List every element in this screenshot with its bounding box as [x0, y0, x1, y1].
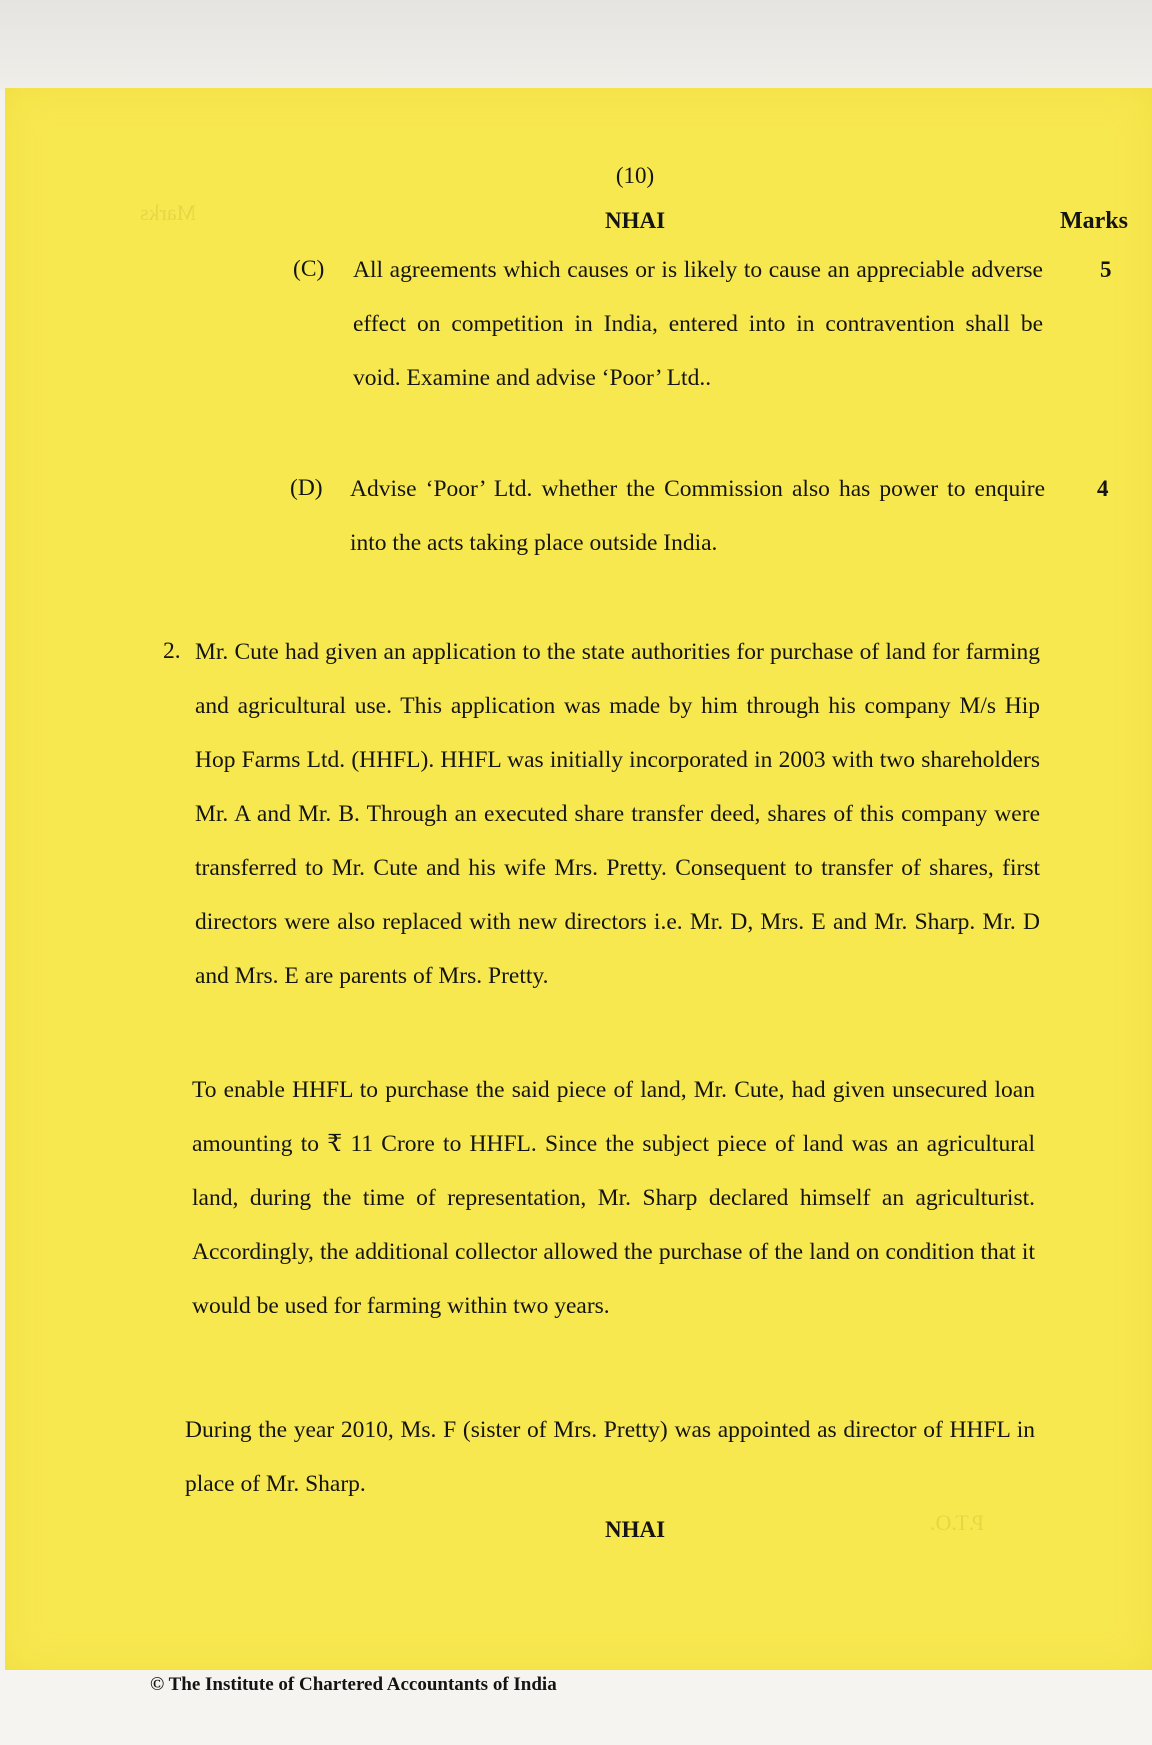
question-d-marks: 4	[1097, 476, 1109, 501]
question-d-text: Advise ‘Poor’ Ltd. whether the Commission also has power to enquire into the acts taking place outside India.	[350, 476, 1045, 556]
question-2-paragraph-2: To enable HHFL to purchase the said piece of land, Mr. Cute, had given unsecured loan amounting to ₹ 11 Crore to HHFL. Since the subject piece of land was an agricultural land, during the time of representation, Mr. Sharp declared himself an agriculturist. Accordingly, the additional collector allowed the purchase of the land on condition that it would be used for farming within two years.	[192, 1077, 1035, 1319]
marks-column-title: Marks	[1060, 208, 1128, 234]
question-c-marks: 5	[1100, 257, 1112, 282]
bleed-through-decoration: P.T.O.	[930, 1510, 984, 1535]
page-number: (10)	[615, 163, 655, 188]
copyright-notice: © The Institute of Chartered Accountants of India	[150, 1674, 557, 1695]
bleed-through-decoration: Marks	[140, 200, 197, 225]
question-c-label: (C)	[293, 256, 325, 282]
question-2-paragraph-1: Mr. Cute had given an application to the state authorities for purchase of land for farming and agricultural use. This application was made by him through his company M/s Hip Hop Farms Ltd. (HHFL). HHFL was initially incorporated in 2003 with two shareholders Mr. A and Mr. B. Through an executed share transfer deed, shares of this company were transferred to Mr. Cute and his wife Mrs. Pretty. Consequent to transfer of shares, first directors were also replaced with new directors i.e. Mr. D, Mrs. E and Mr. Sharp. Mr. D and Mrs. E are parents of Mrs. Pretty.	[195, 639, 1040, 989]
question-c-text: All agreements which causes or is likely to cause an appreciable adverse effect on competition in India, entered into in contravention shall be void. Examine and advise ‘Poor’ Ltd..	[353, 257, 1043, 391]
paper-code-header: NHAI	[604, 208, 666, 233]
question-2-paragraph-3: During the year 2010, Ms. F (sister of Mrs. Pretty) was appointed as director of HHFL in place of Mr. Sharp.	[185, 1417, 1035, 1497]
question-d-label: (D)	[290, 475, 323, 501]
page-top-margin	[0, 0, 1152, 90]
paper-code-footer: NHAI	[604, 1517, 666, 1542]
question-2-number: 2.	[163, 638, 181, 664]
